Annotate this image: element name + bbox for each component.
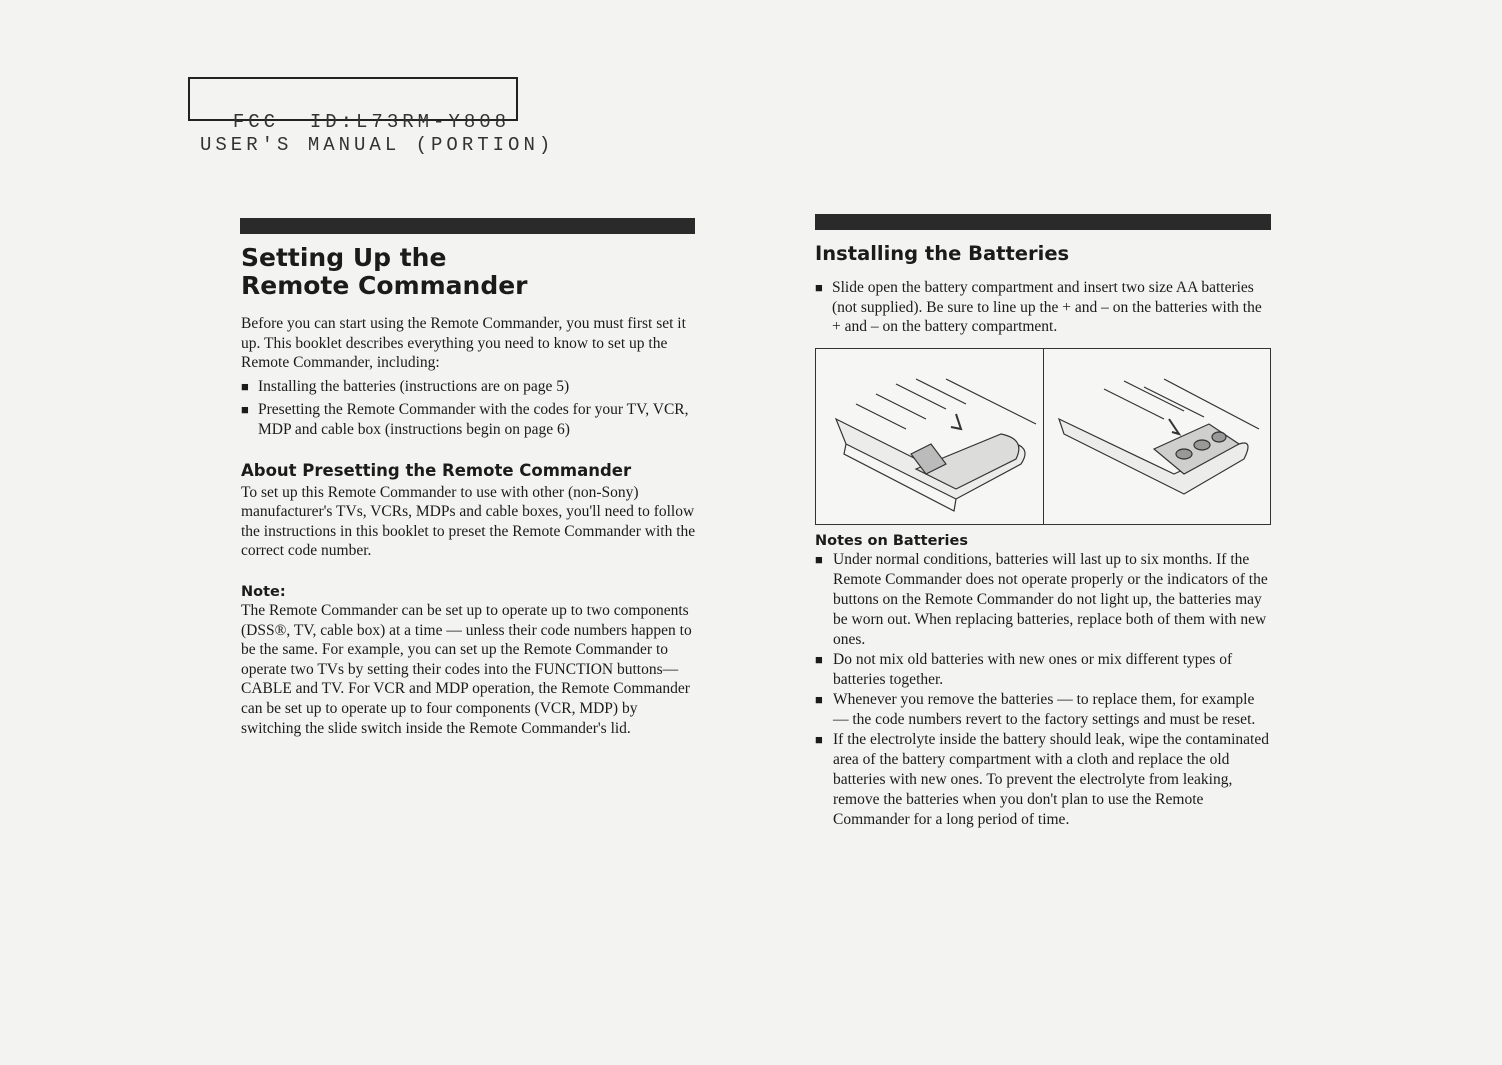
section-rule-right — [815, 214, 1271, 230]
square-bullet-icon: ■ — [815, 732, 823, 747]
remote-battery-compartment-illustration — [1043, 349, 1271, 524]
section-rule-left — [240, 218, 695, 234]
fcc-id-box — [188, 77, 518, 133]
note-heading: Note: — [241, 583, 286, 600]
notes-heading: Notes on Batteries — [815, 533, 968, 549]
list-item: ■ If the electrolyte inside the battery should leak, wipe the contaminated area of the battery compartment with a cloth and replace the old batteries with new ones. To prevent the electrolyte from leaking, remove the batteries when you don't plan to use the Remote Commander for a long period of time. — [815, 731, 1269, 828]
battery-illustration-box — [815, 348, 1271, 525]
about-paragraph: To set up this Remote Commander to use with other (non-Sony) manufacturer's TVs, VCRs, MDPs and cable boxes, you'll need to follow the instructions in this booklet to preset the Remote Commander with the correct code number. — [241, 483, 696, 560]
list-item: ■ Do not mix old batteries with new ones or mix different types of batteries together. — [815, 651, 1233, 688]
right-column — [815, 242, 1270, 337]
square-bullet-icon: ■ — [815, 552, 823, 567]
about-heading: About Presetting the Remote Commander — [241, 460, 632, 480]
list-item: ■ Whenever you remove the batteries — to replace them, for example — the code numbers revert to the factory settings and must be reset. — [815, 691, 1256, 728]
note-paragraph: The Remote Commander can be set up to operate up to two components (DSS®, TV, cable box) at a time — unless their code numbers happen to be the same. For example, you can set up the Remote Commander to operate two TVs by setting their codes into the FUNCTION buttons—CABLE and TV. For VCR and MDP operation, the Remote Commander can be set up to operate up to four components (VCR, MDP) by switching the slide switch inside the Remote Commander's lid. — [241, 601, 692, 737]
square-bullet-icon: ■ — [815, 692, 823, 707]
square-bullet-icon: ■ — [241, 402, 249, 418]
list-item: ■ Presetting the Remote Commander with the codes for your TV, VCR, MDP and cable box (instructions begin on page 6) — [241, 401, 689, 438]
list-item: ■ Under normal conditions, batteries will last up to six months. If the Remote Commander does not operate properly or the indicators of the buttons on the Remote Commander do not light up, the batteries may be worn out. When replacing batteries, replace both of them with new ones. — [815, 551, 1268, 648]
left-column — [241, 242, 697, 738]
fcc-id-text: FCC ID:L73RM-Y808 — [232, 111, 511, 133]
section-title-batteries: Installing the Batteries — [815, 242, 1070, 265]
square-bullet-icon: ■ — [815, 652, 823, 667]
list-item: ■ Slide open the battery compartment and insert two size AA batteries (not supplied). Be sure to line up the + and – on the batteries with the + and – on the battery compartment. — [815, 279, 1262, 336]
section-title: Setting Up the Remote Commander — [241, 243, 528, 300]
list-item: ■ Installing the batteries (instructions are on page 5) — [241, 377, 570, 395]
manual-title: USER'S MANUAL (PORTION) — [200, 134, 555, 156]
intro-paragraph: Before you can start using the Remote Commander, you must first set it up. This booklet describes everything you need to know to set up the Remote Commander, including: — [241, 315, 686, 372]
square-bullet-icon: ■ — [241, 378, 249, 394]
notes-on-batteries — [815, 532, 1270, 830]
square-bullet-icon: ■ — [815, 280, 823, 295]
remote-lid-sliding-illustration — [816, 349, 1043, 524]
